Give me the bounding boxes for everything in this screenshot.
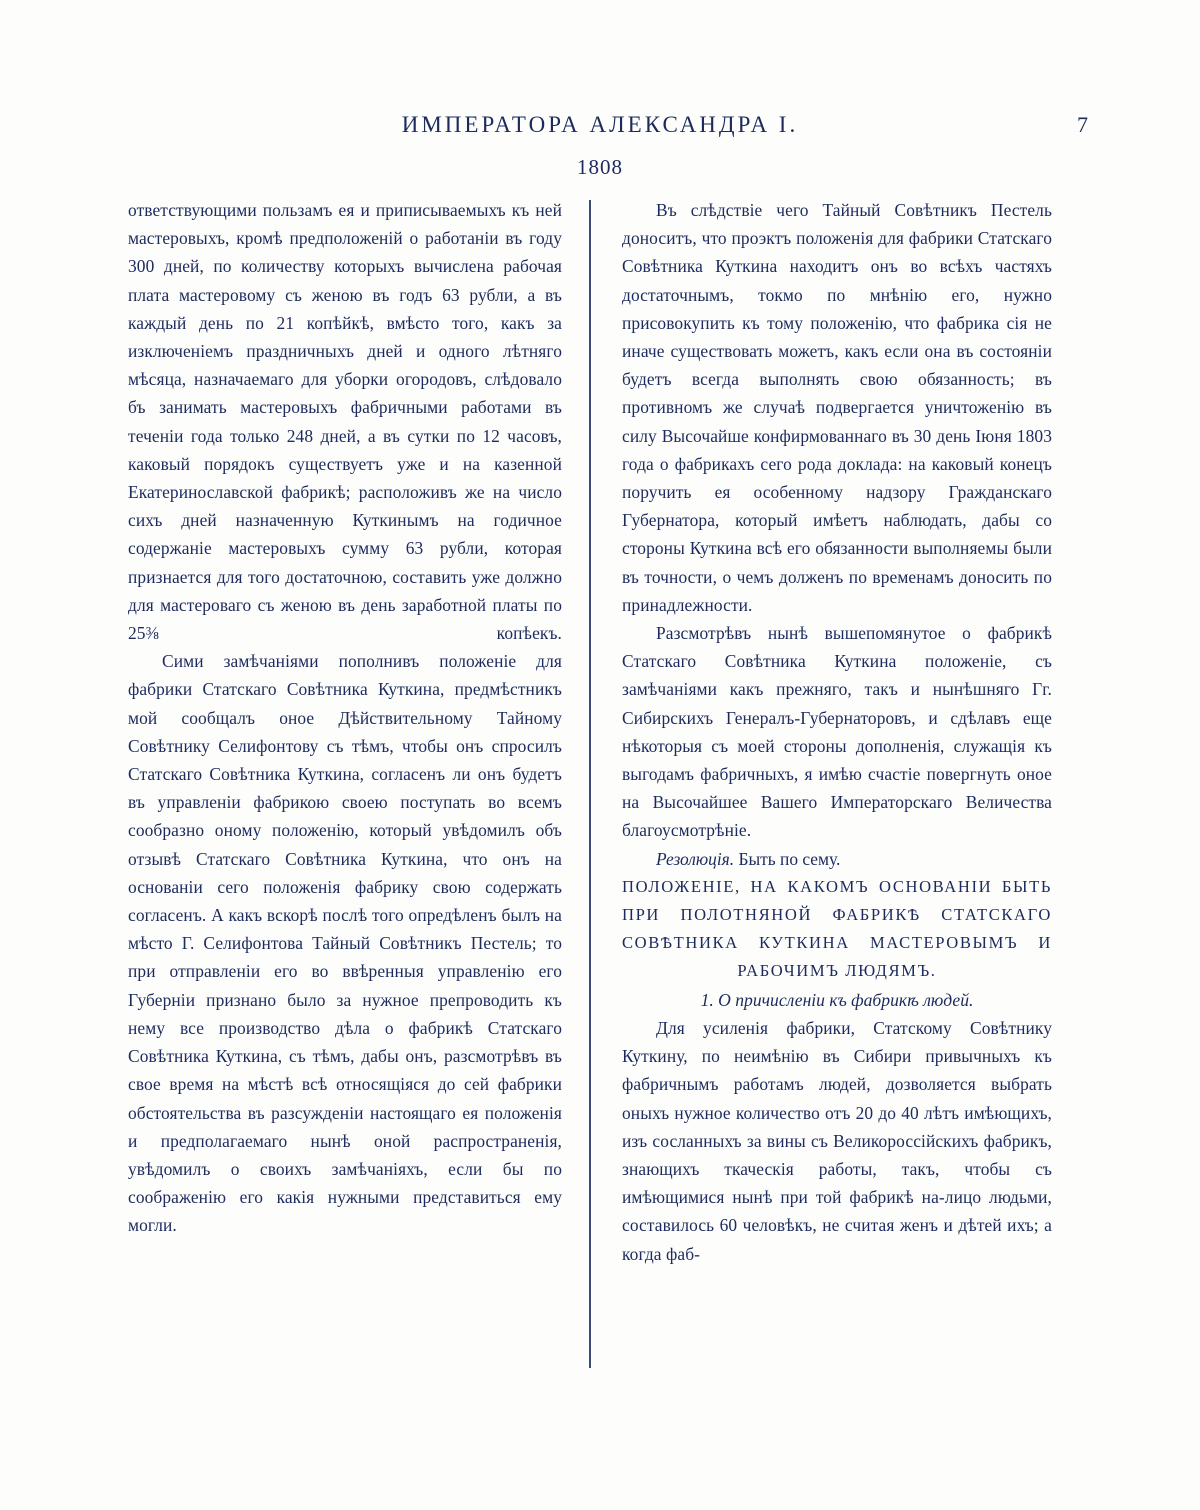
page-title: ИМПЕРАТОРА АЛЕКСАНДРА I. — [401, 112, 799, 137]
right-column — [600, 196, 1052, 1368]
page-header — [0, 112, 1200, 138]
resolution-text: Быть по сему. — [738, 848, 841, 869]
column-divider — [589, 200, 591, 1368]
resolution-label: Резолюція. — [656, 848, 735, 869]
section-title: 1. О причисленіи къ фабрикѣ людей. — [700, 989, 974, 1010]
year-label: 1808 — [577, 155, 623, 179]
left-column — [128, 196, 580, 1368]
paragraph: ответствующими пользамъ ея и приписываемыхъ къ ней мастеровыхъ, кромѣ предположеній о работаніи въ году 300 дней, по количеству которыхъ вычислена рабочая плата мастеровому съ женою въ годъ 63 рубли, а въ каждый день по 21 копѣйкѣ, вмѣсто того, какъ за изключеніемъ праздничныхъ дней и одного лѣтняго мѣсяца, назначаемаго для уборки огородовъ, слѣдовало бъ занимать мастеровыхъ фабричными работами въ теченіи года только 248 дней, а въ сутки по 12 часовъ, каковый порядокъ существуетъ уже и на казенной Екатеринославской фабрикѣ; расположивъ же на число сихъ дней назначенную Куткинымъ на годичное содержаніе мастеровыхъ сумму 63 рубли, которая признается для того достаточною, составить уже должно для мастероваго съ женою въ день заработной платы по 25⅜ копѣекъ. — [128, 200, 562, 644]
paragraph: Разсмотрѣвъ нынѣ вышепомянутое о фабрикѣ Статскаго Совѣтника Куткина положеніе, съ замѣчаніями какъ прежняго, такъ и нынѣшняго Гг. Сибирскихъ Генералъ-Губернаторовъ, и сдѣлавъ еще нѣкоторыя съ моей стороны дополненія, служащія къ выгодамъ фабричныхъ, я имѣю счастіе повергнуть оное на Высочайшее Вашего Императорскаго Величества благоусмотрѣніе. — [622, 623, 1052, 841]
resolution-line — [622, 845, 1052, 873]
page-number: 7 — [1077, 112, 1088, 137]
paragraph: Въ слѣдствіе чего Тайный Совѣтникъ Пестель доноситъ, что проэктъ положенія для фабрики Статскаго Совѣтника Куткина находитъ онъ во всѣхъ частяхъ достаточнымъ, токмо по мнѣнію его, нужно присовокупить къ тому положенію, что фабрика сія не иначе существовать можетъ, какъ если она въ состояніи будетъ всегда выполнять свою обязанность; въ противномъ же случаѣ подвергается уничтоженію въ силу Высочайше конфирмованнаго въ 30 день Іюня 1803 года о фабрикахъ сего рода доклада: на каковый конецъ поручить ея особенному надзору Гражданскаго Губернатора, который имѣетъ наблюдать, дабы со стороны Куткина всѣ его обязанности выполняемы были въ точности, о чемъ долженъ по временамъ доносить по принадлежности. — [622, 200, 1052, 615]
paragraph: Сими замѣчаніями пополнивъ положеніе для фабрики Статскаго Совѣтника Куткина, предмѣстникъ мой сообщалъ оное Дѣйствительному Тайному Совѣтнику Селифонтову съ тѣмъ, чтобы онъ спросилъ Статскаго Совѣтника Куткина, согласенъ ли онъ будетъ въ управленіи фабрикою своею поступать во всемъ сообразно оному положенію, который увѣдомилъ объ отзывѣ Статскаго Совѣтника Куткина, что онъ на основаніи сего положенія фабрику свою содержать согласенъ. А какъ вскорѣ послѣ того опредѣленъ былъ на мѣсто Г. Селифонтова Тайный Совѣтникъ Пестель; то при отправленіи его во ввѣренныя управленію его Губерніи признано было за нужное препроводить къ нему все производство дѣла о фабрикѣ Статскаго Совѣтника Куткина, съ тѣмъ, дабы онъ, разсмотрѣвъ въ свое время на мѣстѣ всѣ относящіяся до сей фабрики обстоятельства въ разсужденіи настоящаго ея положенія и предполагаемаго нынѣ оной распространенія, увѣдомилъ о своихъ замѣчаніяхъ, если бы по соображенію его какія нужными представиться ему могли. — [128, 651, 562, 1236]
regulation-heading: ПОЛОЖЕНІЕ, НА КАКОМЪ ОСНОВАНІИ БЫТЬ ПРИ ПОЛОТНЯНОЙ ФАБРИКѢ СТАТСКАГО СОВѢТНИКА КУТКИНА МАСТЕРОВЫМЪ И РАБОЧИМЪ ЛЮДЯМЪ. — [622, 876, 1052, 981]
paragraph: Для усиленія фабрики, Статскому Совѣтнику Куткину, по неимѣнію въ Сибири привычныхъ къ фабричнымъ работамъ людей, дозволяется выбрать оныхъ нужное количество отъ 20 до 40 лѣтъ имѣющихъ, изъ сосланныхъ за вины съ Великороссійскихъ фабрикъ, знающихъ ткаческія работы, такъ, чтобы съ имѣющимися нынѣ при той фабрикѣ на-лицо людьми, составилось 60 человѣкъ, не считая женъ и дѣтей ихъ; а когда фаб- — [622, 1017, 1052, 1264]
text-columns — [128, 196, 1072, 1368]
